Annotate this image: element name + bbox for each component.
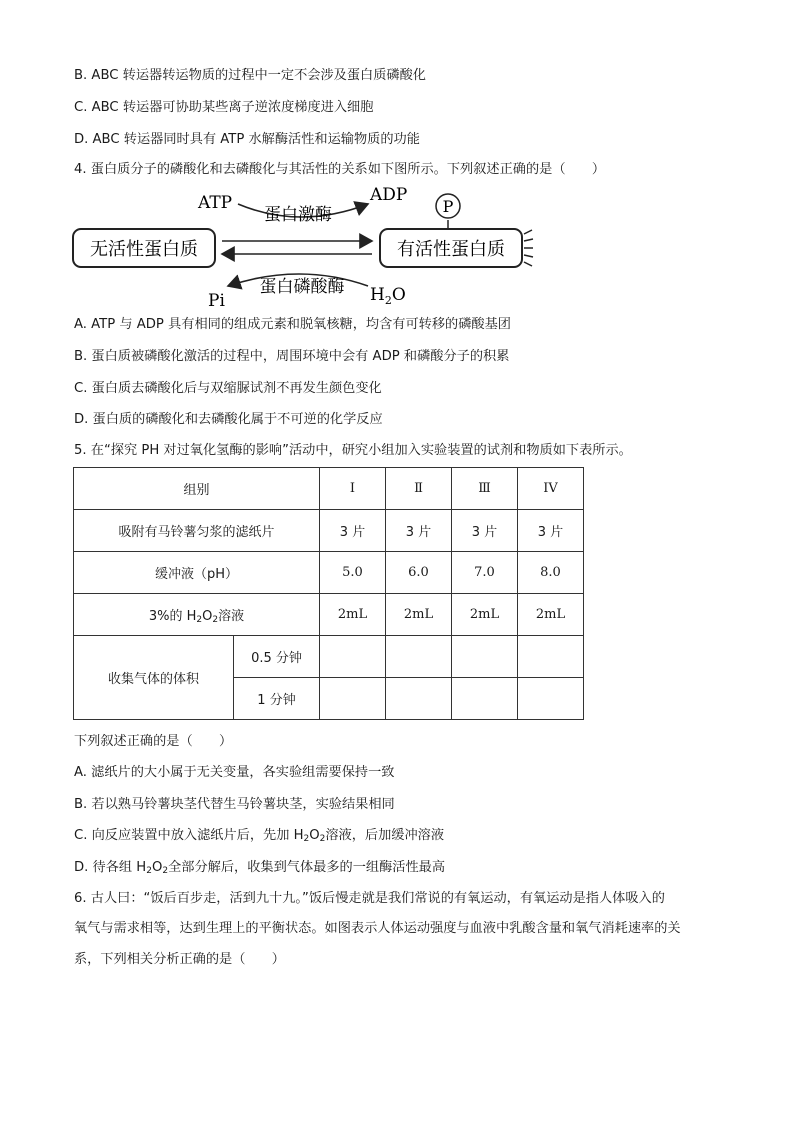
- table-cell: [518, 636, 584, 678]
- q5-option-d: D. 待各组 $H_2O_2$全部分解后，收集到气体最多的一组酶活性最高: [74, 860, 446, 876]
- inactive-protein-label: 无活性蛋白质: [90, 239, 198, 260]
- q5-stem: 5. 在“探究 PH 对过氧化氢酶的影响”活动中，研究小组加入实验装置的试剂和物质如下表所示。: [74, 443, 632, 458]
- h2o-label: $H_2O$: [370, 285, 406, 307]
- q6-line-1: 6. 古人曰：“饭后百步走，活到九十九。”饭后慢走就是我们常说的有氧运动，有氧运动是指人体吸入的: [74, 891, 665, 906]
- table-cell: 收集气体的体积: [74, 636, 234, 720]
- table-row: [74, 594, 584, 636]
- table-cell: 7.0: [452, 552, 518, 594]
- table-header-cell: Ⅲ: [452, 468, 518, 510]
- table-cell: [518, 678, 584, 720]
- q4-option-a: A. ATP 与 ADP 具有相同的组成元素和脱氧核糖，均含有可转移的磷酸基团: [74, 317, 511, 332]
- table-cell: [320, 678, 386, 720]
- table-header-cell: Ⅱ: [386, 468, 452, 510]
- phosphate-label: P: [442, 197, 454, 216]
- table-cell: 2mL: [320, 594, 386, 636]
- table-cell: 3 片: [518, 510, 584, 552]
- table-cell: 2mL: [386, 594, 452, 636]
- table-cell: 8.0: [518, 552, 584, 594]
- q5-after-text: 下列叙述正确的是（ ）: [74, 734, 233, 749]
- q4-option-b: B. 蛋白质被磷酸化激活的过程中，周围环境中会有 ADP 和磷酸分子的积累: [74, 349, 510, 364]
- q5-option-b: B. 若以熟马铃薯块茎代替生马铃薯块茎，实验结果相同: [74, 797, 395, 812]
- table-cell: 吸附有马铃薯匀浆的滤纸片: [74, 510, 320, 552]
- table-cell: 3 片: [452, 510, 518, 552]
- kinase-label: 蛋白激酶: [264, 205, 332, 225]
- table-cell: 2mL: [452, 594, 518, 636]
- table-cell: 缓冲液（pH）: [74, 552, 320, 594]
- q6-line-2: 氧气与需求相等，达到生理上的平衡状态。如图表示人体运动强度与血液中乳酸含量和氧气消耗速率的关: [74, 921, 681, 936]
- table-cell: [386, 678, 452, 720]
- table-row: [74, 468, 584, 510]
- table-header-cell: 组别: [74, 468, 320, 510]
- table-cell: [386, 636, 452, 678]
- q5-option-c: C. 向反应装置中放入滤纸片后，先加 $H_2O_2$溶液，后加缓冲溶液: [74, 828, 445, 844]
- table-cell: 0.5 分钟: [234, 636, 320, 678]
- table-cell: 1 分钟: [234, 678, 320, 720]
- q5-option-a: A. 滤纸片的大小属于无关变量，各实验组需要保持一致: [74, 765, 395, 780]
- table-row: [74, 636, 584, 678]
- table-header-cell: IV: [518, 468, 584, 510]
- table-cell: [320, 636, 386, 678]
- adp-label: ADP: [370, 185, 408, 205]
- q4-option-c: C. 蛋白质去磷酸化后与双缩脲试剂不再发生颜色变化: [74, 381, 382, 396]
- q6-line-3: 系，下列相关分析正确的是（ ）: [74, 952, 285, 967]
- atp-label: ATP: [198, 193, 233, 213]
- q4-option-d: D. 蛋白质的磷酸化和去磷酸化属于不可逆的化学反应: [74, 412, 383, 427]
- table-cell: 6.0: [386, 552, 452, 594]
- q3-option-b: B. ABC 转运器转运物质的过程中一定不会涉及蛋白质磷酸化: [74, 68, 426, 83]
- table-header-cell: I: [320, 468, 386, 510]
- active-protein-label: 有活性蛋白质: [397, 239, 505, 260]
- phosphorylation-diagram: [70, 182, 540, 312]
- q3-option-d: D. ABC 转运器同时具有 ATP 水解酶活性和运输物质的功能: [74, 132, 420, 147]
- phosphatase-label: 蛋白磷酸酶: [259, 277, 345, 297]
- active-site-ticks: [524, 230, 533, 266]
- pi-label: Pi: [208, 291, 225, 311]
- table-row: [74, 510, 584, 552]
- table-cell: [452, 636, 518, 678]
- table-cell: 3 片: [320, 510, 386, 552]
- q4-stem: 4. 蛋白质分子的磷酸化和去磷酸化与其活性的关系如下图所示。下列叙述正确的是（ ）: [74, 162, 606, 177]
- table-cell: 2mL: [518, 594, 584, 636]
- table-cell: 3%的 $H_2O_2$溶液: [74, 594, 320, 636]
- q3-option-c: C. ABC 转运器可协助某些离子逆浓度梯度进入细胞: [74, 100, 374, 115]
- table-cell: 5.0: [320, 552, 386, 594]
- table-cell: [452, 678, 518, 720]
- experiment-table: [73, 467, 584, 720]
- table-cell: 3 片: [386, 510, 452, 552]
- table-row: [74, 552, 584, 594]
